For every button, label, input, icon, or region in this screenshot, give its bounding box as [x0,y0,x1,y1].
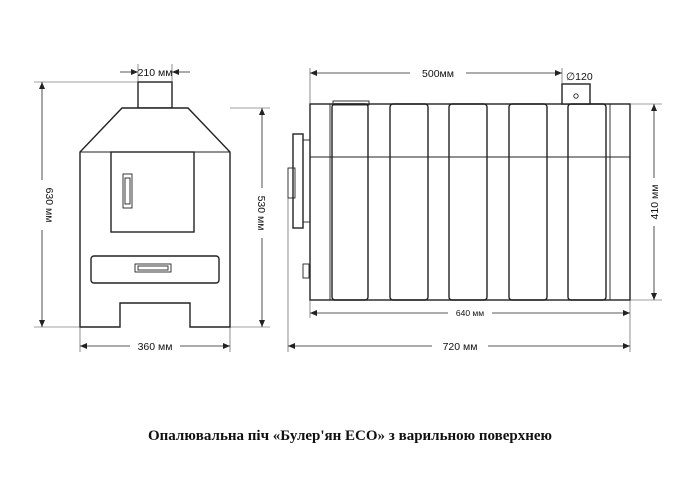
dim-bottom-width-label: 360 мм [137,341,173,353]
dim-total-height-label: 630 мм [43,187,55,223]
dim-top-length-label: 500мм [422,68,454,80]
side-drawer-handle [303,264,309,278]
dim-total-length-label: 720 мм [442,341,478,353]
drawing-caption: Опалювальна піч «Булер'ян ECO» з варильною поверхнею [147,428,553,444]
side-door-handle [288,168,295,198]
side-door-panel [303,140,310,222]
side-body-outline [310,104,630,300]
dim-body-height-label: 530 мм [255,195,267,231]
dim-height-label: 410 мм [649,184,661,220]
dim-top-width-label: 210 мм [137,67,173,79]
side-door-frame [293,134,303,228]
front-body-outline [80,108,230,327]
dim-inner-length-label: 640 мм [455,308,485,318]
side-view [288,65,662,353]
dim-chimney-label: ∅120 [566,71,593,83]
front-view [34,64,270,353]
front-chimney-pipe [138,82,172,108]
